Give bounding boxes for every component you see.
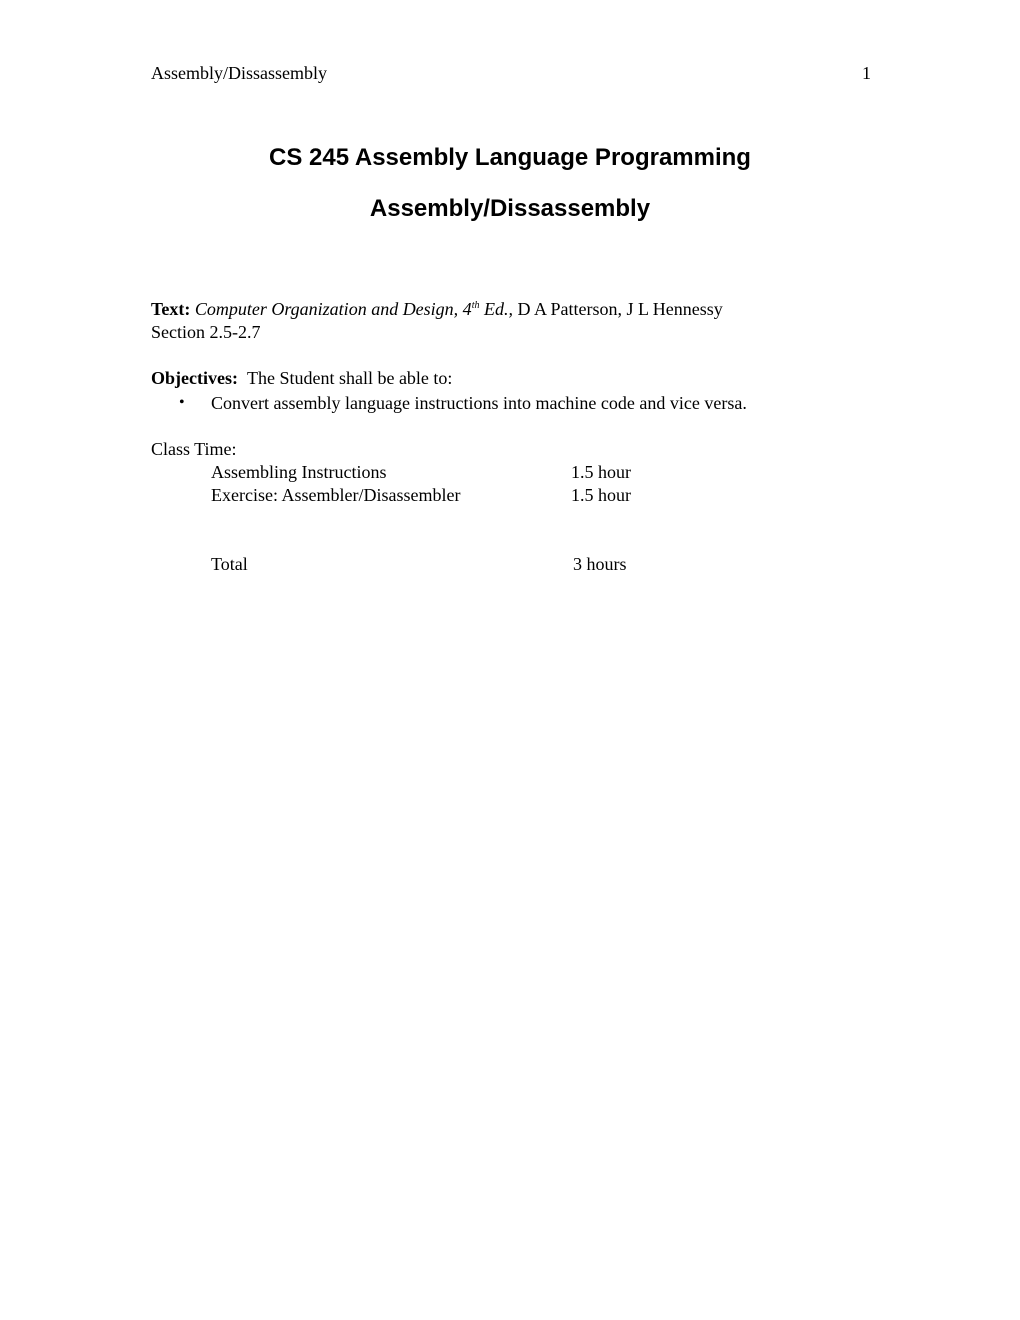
page-title: CS 245 Assembly Language Programming (269, 144, 751, 171)
objective-item: Convert assembly language instructions into machine code and vice versa. (211, 393, 747, 413)
text-label: Text: (151, 299, 191, 319)
bullet-icon: • (179, 394, 185, 411)
objectives-label: Objectives: (151, 368, 238, 388)
book-title-main: Computer Organization and Design, 4 (194, 299, 472, 319)
class-time-total-label: Total (211, 554, 248, 574)
objectives-heading (151, 367, 452, 389)
text-section: Section 2.5-2.7 (151, 322, 261, 342)
text-reference (151, 298, 723, 320)
book-title-edition: Ed., (479, 299, 513, 319)
running-header-title: Assembly/Dissassembly (151, 63, 328, 83)
objectives-intro: The Student shall be able to: (246, 368, 453, 388)
class-time-label: Class Time: (151, 439, 237, 459)
class-time-duration: 1.5 hour (571, 485, 631, 505)
edition-superscript: th (471, 300, 480, 311)
page-number: 1 (862, 63, 871, 83)
page-subtitle: Assembly/Dissassembly (369, 195, 651, 222)
class-time-activity: Exercise: Assembler/Disassembler (211, 485, 461, 505)
class-time-duration: 1.5 hour (571, 462, 631, 482)
book-title (195, 299, 513, 319)
class-time-total-value: 3 hours (573, 554, 627, 574)
class-time-activity: Assembling Instructions (211, 462, 387, 482)
book-authors: D A Patterson, J L Hennessy (512, 299, 723, 319)
